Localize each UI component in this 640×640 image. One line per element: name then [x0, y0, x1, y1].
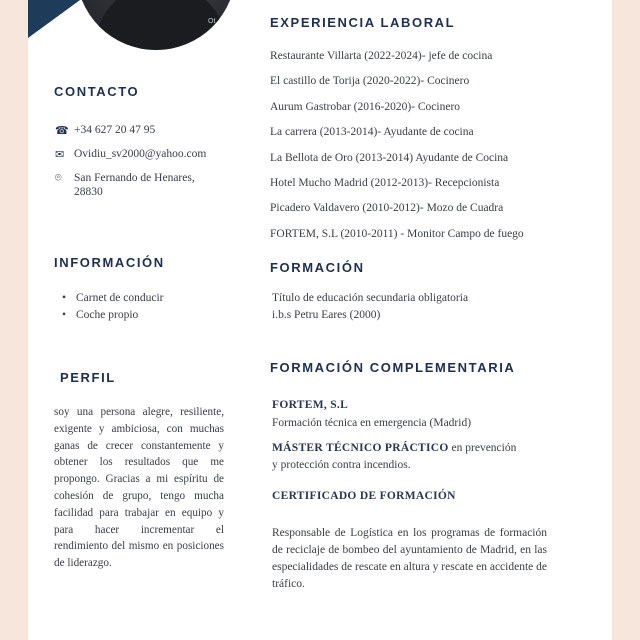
contact-address-line1: San Fernando de Henares, — [74, 172, 195, 184]
photo-shoulders — [96, 0, 226, 50]
contact-email[interactable]: Ovidiu_sv2000@yahoo.com — [74, 148, 207, 160]
master-title: MÁSTER TÉCNICO PRÁCTICO — [272, 442, 449, 454]
experience-item: La Bellota de Oro (2013-2014) Ayudante de Cocina — [270, 151, 509, 164]
fortem-title: FORTEM, S.L — [272, 399, 349, 411]
info-heading: INFORMACIÓN — [54, 255, 165, 270]
master-desc1: en prevención — [448, 442, 517, 454]
education-line2: i.b.s Petru Eares (2000) — [272, 309, 381, 321]
fortem-desc: Formación técnica en emergencia (Madrid) — [272, 417, 472, 429]
master-line — [272, 440, 516, 456]
education-line1: Título de educación secundaria obligatoria — [272, 292, 469, 304]
mail-icon: ✉ — [55, 149, 65, 161]
contact-heading: CONTACTO — [54, 84, 140, 99]
experience-list — [270, 48, 600, 251]
contact-address-line2: 28830 — [74, 186, 103, 198]
cert-desc: Responsable de Logística en los programas de formación de reciclaje de bombeo del ayuntamiento de Madrid, en las especialidades de rescate en altura y rescate en accidente de tráfico. — [272, 527, 547, 590]
cert-title: CERTIFICADO DE FORMACIÓN — [272, 490, 456, 502]
contact-address-row — [55, 171, 195, 199]
experience-item: Hotel Mucho Madrid (2012-2013)- Recepcionista — [270, 176, 500, 189]
phone-icon: ☎ — [55, 125, 69, 137]
experience-item: Picadero Valdavero (2010-2012)- Mozo de Cuadra — [270, 202, 504, 215]
perfil-heading: PERFIL — [60, 370, 116, 385]
experience-item: FORTEM, S.L (2010-2011) - Monitor Campo de fuego — [270, 227, 524, 240]
info-item: • Carnet de conducir — [62, 290, 164, 307]
photo-shirt-text: Ot — [208, 18, 216, 25]
info-list — [62, 290, 164, 324]
corner-accent — [28, 0, 80, 38]
master-desc2: y protección contra incendios. — [272, 459, 411, 471]
education-heading: FORMACIÓN — [270, 260, 365, 275]
perfil-text: soy una persona alegre, resiliente, exigente y ambiciosa, con muchas ganas de crecer constantemente y obtener los resultados que me propongo. Gracias a mi espíritu de cohesión de grupo, tengo mucha facilidad para trabajar en equipo y para hacer incrementar el rendimiento del mismo en posiciones de liderazgo. — [54, 406, 224, 570]
experience-item: Restaurante Villarta (2022-2024)- jefe de cocina — [270, 50, 493, 62]
experience-item: Aurum Gastrobar (2016-2020)- Cocinero — [270, 100, 461, 113]
complementary-heading: FORMACIÓN COMPLEMENTARIA — [270, 360, 516, 375]
info-item: • Coche propio — [62, 307, 164, 324]
contact-phone: +34 627 20 47 95 — [74, 124, 156, 136]
contact-email-row — [55, 148, 206, 161]
experience-item: La carrera (2013-2014)- Ayudante de cocina — [270, 126, 474, 139]
experience-item: El castillo de Torija (2020-2022)- Cocinero — [270, 75, 470, 88]
location-icon: ⌾ — [55, 172, 62, 184]
experience-heading: EXPERIENCIA LABORAL — [270, 15, 456, 30]
contact-phone-row — [55, 124, 155, 137]
profile-photo — [76, 0, 236, 50]
